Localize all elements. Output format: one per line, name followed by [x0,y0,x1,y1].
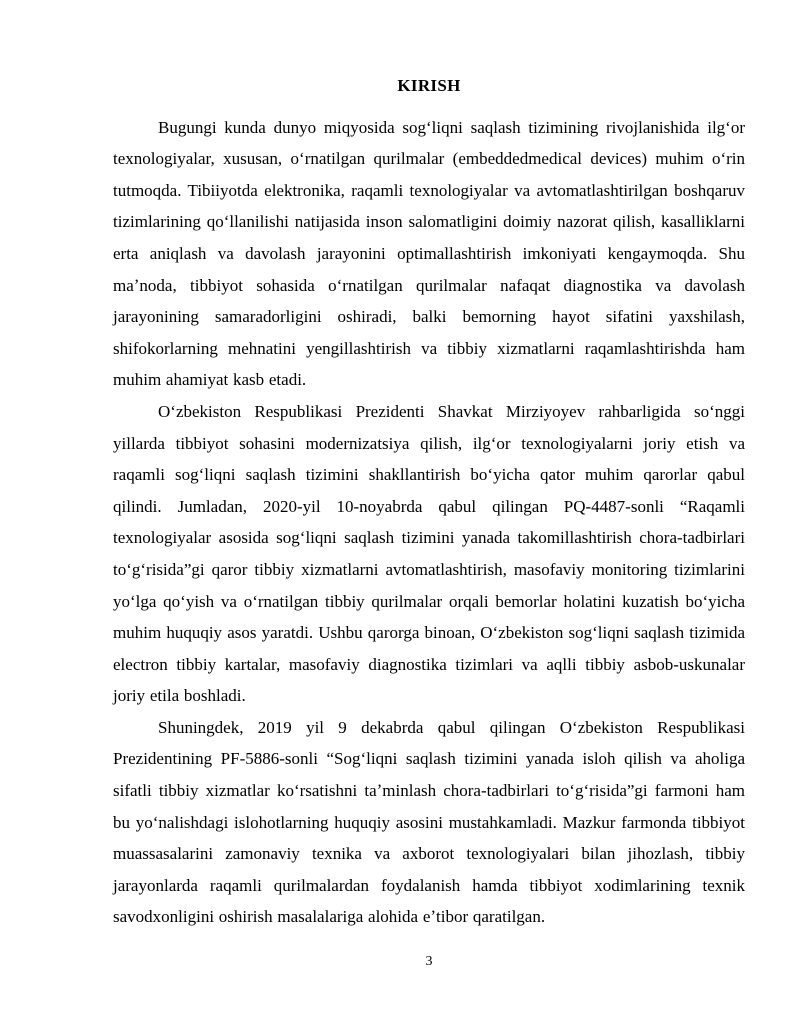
paragraph-decree-pf5886: Shuningdek, 2019 yil 9 dekabrda qabul qilingan Oʻzbekiston Respublikasi Prezidentining PF-5886-sonli “Sogʻliqni saqlash tizimini yanada isloh qilish va aholiga sifatli tibbiy xizmatlar koʻrsatishni taʼminlash chora-tadbirlari toʻgʻrisida”gi farmoni ham bu yoʻnalishdagi islohotlarning huquqiy asosini mustahkamladi. Mazkur farmonda tibbiyot muassasalarini zamonaviy texnika va axborot texnologiyalari bilan jihozlash, tibbiy jarayonlarda raqamli qurilmalardan foydalanish hamda tibbiyot xodimlarining texnik savodxonligini oshirish masalalariga alohida eʼtibor qaratilgan. [113,717,745,927]
paragraph-decree-pq4487: Oʻzbekiston Respublikasi Prezidenti Shavkat Mirziyoyev rahbarligida soʻnggi yillarda tibbiyot sohasini modernizatsiya qilish, ilgʻor texnologiyalarni joriy etish va raqamli sogʻliqni saqlash tizimini shakllantirish boʻyicha qator muhim qarorlar qabul qilindi. Jumladan, 2020-yil 10-noyabrda qabul qilingan PQ-4487-sonli “Raqamli texnologiyalar asosida sogʻliqni saqlash tizimini yanada takomillashtirish chora-tadbirlari toʻgʻrisida”gi qaror tibbiy xizmatlarni avtomatlashtirish, masofaviy monitoring tizimlarini yoʻlga qoʻyish va oʻrnatilgan tibbiy qurilmalar orqali bemorlar holatini kuzatish boʻyicha muhim huquqiy asos yaratdi. Ushbu qarorga binoan, Oʻzbekiston sogʻliqni saqlash tizimida electron tibbiy kartalar, masofaviy diagnostika tizimlari va aqlli tibbiy asbob-uskunalar joriy etila boshladi. [113,401,745,706]
page-number: 3 [425,954,433,969]
page-content [113,70,745,933]
paragraph-intro: Bugungi kunda dunyo miqyosida sogʻliqni saqlash tizimining rivojlanishida ilgʻor texnologiyalar, xususan, oʻrnatilgan qurilmalar (embeddedmedical devices) muhim oʻrin tutmoqda. Tibiiyotda elektronika, raqamli texnologiyalar va avtomatlashtirilgan boshqaruv tizimlarining qoʻllanilishi natijasida inson salomatligini doimiy nazorat qilish, kasalliklarni erta aniqlash va davolash jarayonini optimallashtirish imkoniyati kengaymoqda. Shu maʼnoda, tibbiyot sohasida oʻrnatilgan qurilmalar nafaqat diagnostika va davolash jarayonining samaradorligini oshiradi, balki bemorning hayot sifatini yaxshilash, shifokorlarning mehnatini yengillashtirish va tibbiy xizmatlarni raqamlashtirishda ham muhim ahamiyat kasb etadi. [113,117,745,390]
page-title: KIRISH [397,76,461,95]
